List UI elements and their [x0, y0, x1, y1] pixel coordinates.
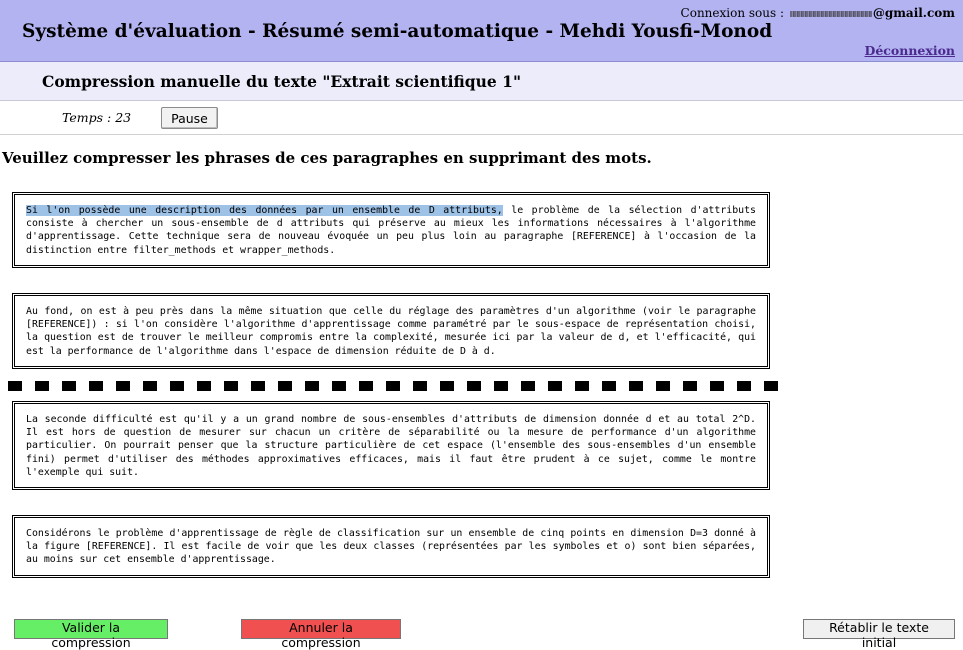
timer-label: Temps : 23 [62, 110, 132, 125]
app-title: Système d'évaluation - Résumé semi-automatique - Mehdi Yousfi-Monod [22, 21, 773, 42]
timer-bar [0, 101, 963, 135]
paragraph-1[interactable] [12, 192, 770, 268]
paragraph-4[interactable] [12, 515, 770, 578]
page-title-bar [0, 62, 963, 101]
login-email-domain: @gmail.com [872, 6, 955, 20]
login-status [681, 6, 955, 20]
paragraph-2[interactable] [12, 293, 770, 369]
validate-compression-button[interactable]: Valider la compression [14, 619, 168, 639]
logout-link[interactable]: Déconnexion [864, 43, 955, 58]
selected-text[interactable]: Si l'on possède une description des données par un ensemble de D attributs, [26, 205, 503, 216]
paragraph-text[interactable]: Considérons le problème d'apprentissage de règle de classification sur un ensemble de cinq points en dimension D=3 donné à la figure [REFERENCE]. Il est facile de voir que les deux classes (représentées par les symboles et o) sont bien séparées, au moins sur cet ensemble d'apprentissage. [26, 528, 756, 566]
paragraph-separator [8, 381, 780, 391]
paragraph-text[interactable]: le problème de la sélection d'attributs consiste à chercher un sous-ensemble de d attributs qui préserve au mieux les informations nécessaires à l'algorithme d'apprentissage. Cette technique sera de nouveau évoquée un peu plus loin au paragraphe [REFERENCE] à l'occasion de la distinction entre filter_methods et wrapper_methods. [26, 205, 756, 256]
app-header [0, 0, 963, 62]
paragraph-3[interactable] [12, 401, 770, 490]
restore-text-button[interactable]: Rétablir le texte initial [803, 619, 955, 639]
login-prefix: Connexion sous : [680, 6, 784, 20]
pause-button[interactable]: Pause [161, 107, 218, 129]
paragraph-text[interactable]: La seconde difficulté est qu'il y a un grand nombre de sous-ensembles d'attributs de dimension donnée d et au total 2^D. Il est hors de question de mesurer sur chacun un critère de séparabilité ou la mesure de performance d'un algorithme particulier. On pourrait penser que la structure particulière de cet espace (l'ensemble des sous-ensembles d'un ensemble fini) permet d'utiliser des méthodes approximatives efficaces, mais il faut être prudent à ce sujet, comme le montre l'exemple qui suit. [26, 414, 756, 478]
paragraph-text[interactable]: Au fond, on est à peu près dans la même situation que celle du réglage des paramètres d'un algorithme (voir le paragraphe [REFERENCE]) : si l'on considère l'algorithme d'apprentissage comme paramétré par le sous-espace de représentation choisi, la question est de trouver le meilleur compromis entre la complexité, mesurée ici par la valeur de d, et l'efficacité, qui est la performance de l'algorithme dans l'espace de dimension réduite de D à d. [26, 306, 756, 357]
instructions: Veuillez compresser les phrases de ces paragraphes en supprimant des mots. [2, 149, 652, 167]
masked-email [790, 11, 872, 17]
page-title: Compression manuelle du texte "Extrait scientifique 1" [42, 72, 522, 91]
cancel-compression-button[interactable]: Annuler la compression [241, 619, 401, 639]
